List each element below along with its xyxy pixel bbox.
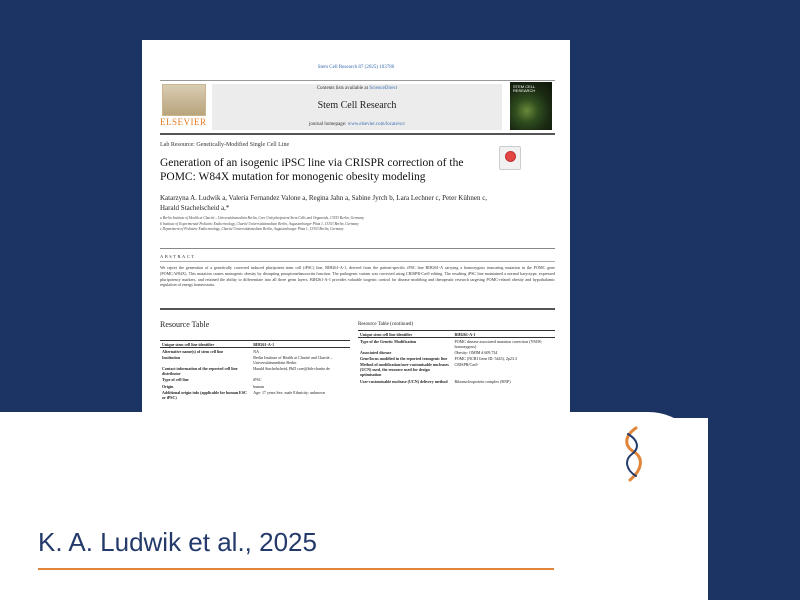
citation-caption: K. A. Ludwik et al., 2025 (38, 527, 317, 557)
homepage-line (212, 122, 502, 127)
caption-underline (38, 568, 554, 570)
journal-cover-title: STEM CELL RESEARCH (513, 84, 536, 94)
table-key: User-customisable nuclease (UCN) delivery method (360, 378, 448, 384)
table-row (160, 348, 350, 355)
table-value: Obesity: OMIM # 609,734 (454, 349, 498, 355)
header-rule-bottom (160, 133, 555, 135)
table-row (358, 378, 555, 384)
resource-table-continued-heading: Resource Table (continued) (358, 322, 414, 327)
table-key: Institution (162, 354, 181, 360)
article-title: Generation of an isogenic iPSC line via CRISPR correction of the POMC: W84X mutation for monogenic obesity modeling (160, 157, 464, 183)
table-row (358, 362, 555, 378)
table-value: Ribonucleoprotein complex (RNP) (454, 378, 511, 384)
dna-logo-icon (618, 426, 648, 482)
table-key: Type of the Genetic Modification (360, 338, 417, 344)
table-value: Harald Stachelscheid, PhD core@bih-charite.de (253, 366, 330, 372)
resource-table (160, 340, 350, 400)
table-key: Associated disease (360, 349, 392, 355)
journal-name: Stem Cell Research (317, 100, 397, 111)
homepage-prefix: journal homepage: (308, 122, 348, 127)
table-key: Origin (162, 383, 174, 389)
table-key: Additional origin info (applicable for human ESC or iPSC) (162, 389, 247, 400)
divider (160, 248, 555, 249)
paper-page (142, 40, 570, 415)
slide-right-strip (708, 0, 800, 600)
table-value: iPSC (253, 377, 262, 383)
contents-line (212, 86, 502, 91)
table-key: Type of cell line (162, 377, 189, 383)
divider (160, 261, 555, 262)
abstract-heading: ABSTRACT (160, 254, 196, 259)
elsevier-tree-logo (162, 84, 206, 116)
homepage-link[interactable]: www.elsevier.com/locate/scr (347, 122, 406, 127)
table-row (160, 354, 350, 365)
table-value: Age: 17 years Sex: male Ethnicity: unknown (253, 389, 325, 395)
table-row (160, 389, 350, 400)
table-value: Berlin Institute of Health at Charité and Charité – Universitätsmedizin Berlin (253, 354, 333, 365)
contents-prefix: Contents lists available at (316, 86, 370, 91)
table-value: POMC disease associated mutation correction (Y84W; homozygous) (454, 338, 543, 349)
resource-table-continued (358, 330, 555, 384)
check-for-updates-icon[interactable] (499, 146, 521, 170)
table-header-cell: Unique stem cell line identifier (160, 341, 251, 348)
table-row (358, 338, 555, 350)
sciencedirect-link[interactable]: ScienceDirect (369, 86, 398, 91)
table-key: Gene/locus modified in the reported transgenic line (360, 356, 448, 362)
caption-panel (0, 412, 708, 600)
table-key: Alternative name(s) of stem cell line (162, 348, 224, 354)
affiliation-c: c Department of Pediatric Endocrinology, Charité Universitätsmedizin Berlin, Augustenburger Platz 1, 13353 Berlin, Germany (160, 227, 344, 232)
abstract-text: We report the generation of a genetically corrected induced pluripotent stem cell (iPSC) line, BIH261-A-1, derived from the patient-specific iPSC line BIH261-A carrying a homozygous truncating mutation in the POMC gene (POMC:W84X). This mutation causes monogenic obesity by disrupting proopiomelanocortin function. The pathogenic variant was corrected using CRISPR-Cas9 editing. The resulting iPSC line maintained a normal karyotype, expressed pluripotency markers, and retained the ability to differentiate into all three germ layers. BIH261-A-1 provides valuable isogenic control for disease modeling and therapeutic research targeting POMC-related obesity and hypothalamic regulation of energy homeostasis. (160, 265, 555, 288)
publisher-name: ELSEVIER (160, 117, 207, 127)
affiliation-b: b Institute of Experimental Pediatric Endocrinology, Charité Universitätsmedizin Berlin, Augustenburger Platz 1, 13353 Berlin, Germany (160, 221, 359, 226)
table-header-cell: Unique stem cell line identifier (358, 331, 453, 338)
table-row (160, 366, 350, 377)
header-rule-top (160, 80, 555, 81)
table-value: NA (253, 348, 259, 354)
table-value: CRISPR/Cas9 (454, 362, 478, 368)
table-value: POMC (NCBI Gene ID: 5443), 2p23.3 (454, 356, 517, 362)
table-header-cell: BIH261-A-1 (251, 341, 350, 348)
article-authors: Katarzyna A. Ludwik a, Valeria Fernandez Valone a, Regina Jahn a, Sabine Jyrch b, Lara Lechner c, Peter Kühnen c, Harald Stachelscheid a,* (160, 194, 488, 212)
affiliations (160, 216, 555, 233)
table-key: Contact information of the reported cell line distributor (162, 366, 238, 377)
article-section: Lab Resource: Genetically-Modified Single Cell Line (160, 142, 290, 148)
divider (160, 308, 555, 310)
resource-table-heading: Resource Table (160, 320, 210, 329)
affiliation-a: a Berlin Institute of Health at Charité – Universitätsmedizin Berlin, Core Unit pluripotent Stem Cells and Organoids, 13353 Berlin, Germany (160, 216, 364, 220)
table-key: Method of modification/user-customisable nucleases (UCN) used, the resource used for design optimisation (360, 362, 449, 378)
table-header-cell: BIH261-A-1 (453, 331, 555, 338)
table-value: human (253, 383, 265, 389)
journal-citation-line: Stem Cell Research 87 (2025) 103786 (317, 65, 395, 70)
